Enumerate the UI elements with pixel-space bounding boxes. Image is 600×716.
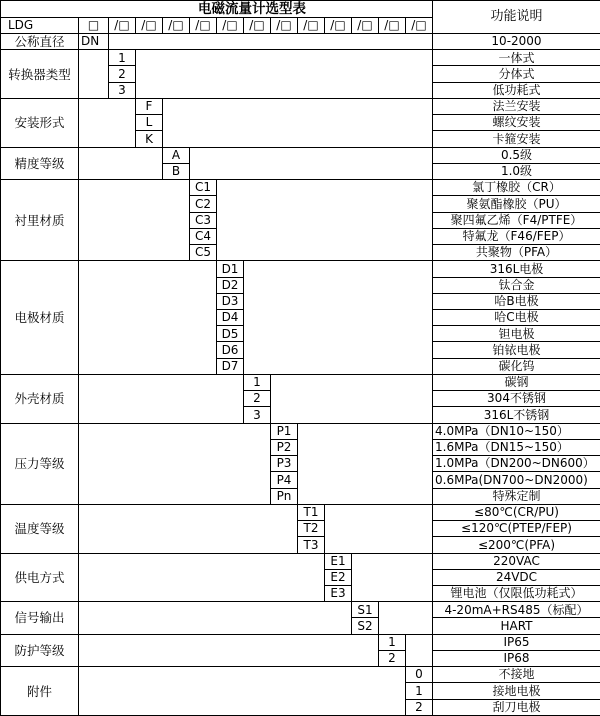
table-row bbox=[1, 423, 600, 439]
grid-spacer bbox=[217, 180, 433, 261]
option-desc: 304不锈钢 bbox=[433, 391, 600, 407]
option-code: S1 bbox=[352, 602, 379, 618]
option-code: F bbox=[136, 98, 163, 114]
category-label: 温度等级 bbox=[1, 504, 79, 553]
category-label: 电极材质 bbox=[1, 261, 79, 375]
table-row bbox=[1, 147, 600, 163]
model-slash-box: /□ bbox=[217, 18, 244, 34]
option-code: B bbox=[163, 163, 190, 179]
grid-spacer bbox=[79, 602, 352, 634]
option-desc: 0.5级 bbox=[433, 147, 600, 163]
table-row bbox=[1, 602, 600, 618]
category-label: 压力等级 bbox=[1, 423, 79, 504]
option-desc: 低功耗式 bbox=[433, 82, 600, 98]
grid-spacer bbox=[79, 374, 244, 423]
option-code: P1 bbox=[271, 423, 298, 439]
option-desc: 1.0级 bbox=[433, 163, 600, 179]
option-code: A bbox=[163, 147, 190, 163]
option-code: S2 bbox=[352, 618, 379, 634]
option-desc: ≤200℃(PFA) bbox=[433, 537, 600, 553]
option-desc: 1.0MPa（DN200~DN600） bbox=[433, 456, 600, 472]
grid-spacer bbox=[79, 147, 163, 179]
grid-spacer bbox=[379, 602, 433, 634]
option-code: T2 bbox=[298, 521, 325, 537]
option-code: 0 bbox=[406, 667, 433, 683]
category-label: 公称直径 bbox=[1, 34, 79, 50]
table-row bbox=[1, 34, 600, 50]
option-desc: 刮刀电极 bbox=[433, 699, 600, 715]
option-desc: HART bbox=[433, 618, 600, 634]
option-code: E2 bbox=[325, 569, 352, 585]
option-desc: 不接地 bbox=[433, 667, 600, 683]
model-slash-box: /□ bbox=[325, 18, 352, 34]
table-row bbox=[1, 261, 600, 277]
table-row bbox=[1, 180, 600, 196]
option-desc: 4.0MPa（DN10~150） bbox=[433, 423, 600, 439]
grid-spacer bbox=[163, 98, 433, 147]
model-slash-box: /□ bbox=[136, 18, 163, 34]
category-label: 防护等级 bbox=[1, 634, 79, 666]
option-desc: IP65 bbox=[433, 634, 600, 650]
option-code: P2 bbox=[271, 439, 298, 455]
model-prefix: LDG bbox=[1, 18, 79, 34]
function-column-header: 功能说明 bbox=[433, 1, 600, 34]
option-desc: ≤80℃(CR/PU) bbox=[433, 504, 600, 520]
option-code: 1 bbox=[406, 683, 433, 699]
option-desc: 铂铱电极 bbox=[433, 342, 600, 358]
model-slash-box: /□ bbox=[271, 18, 298, 34]
grid-spacer bbox=[271, 374, 433, 423]
table-row bbox=[1, 553, 600, 569]
option-desc: 220VAC bbox=[433, 553, 600, 569]
option-code: Pn bbox=[271, 488, 298, 504]
option-code: P3 bbox=[271, 456, 298, 472]
option-desc: 碳钢 bbox=[433, 374, 600, 390]
option-desc: 锂电池（仅限低功耗式） bbox=[433, 585, 600, 601]
option-code: T3 bbox=[298, 537, 325, 553]
option-desc: 一体式 bbox=[433, 50, 600, 66]
option-code: D6 bbox=[217, 342, 244, 358]
model-slash-box: /□ bbox=[379, 18, 406, 34]
option-desc: 卡箍安装 bbox=[433, 131, 600, 147]
table-row bbox=[1, 667, 600, 683]
option-code: D7 bbox=[217, 358, 244, 374]
option-code: L bbox=[136, 115, 163, 131]
option-desc: IP68 bbox=[433, 650, 600, 666]
category-label: 精度等级 bbox=[1, 147, 79, 179]
option-desc: 螺纹安装 bbox=[433, 115, 600, 131]
option-desc: 316L电极 bbox=[433, 261, 600, 277]
model-slash-box: /□ bbox=[190, 18, 217, 34]
grid-spacer bbox=[244, 261, 433, 375]
model-slash-box: /□ bbox=[244, 18, 271, 34]
option-code: 2 bbox=[244, 391, 271, 407]
option-desc: 分体式 bbox=[433, 66, 600, 82]
option-code: D2 bbox=[217, 277, 244, 293]
option-code: K bbox=[136, 131, 163, 147]
model-slash-box: /□ bbox=[163, 18, 190, 34]
option-code: 1 bbox=[109, 50, 136, 66]
option-code: DN bbox=[79, 34, 109, 50]
option-desc: 钽电极 bbox=[433, 326, 600, 342]
option-desc: 法兰安装 bbox=[433, 98, 600, 114]
option-code: 2 bbox=[379, 650, 406, 666]
option-desc: 聚四氟乙烯（F4/PTFE） bbox=[433, 212, 600, 228]
category-label: 供电方式 bbox=[1, 553, 79, 602]
option-desc: 接地电极 bbox=[433, 683, 600, 699]
option-desc: 聚氨酯橡胶（PU） bbox=[433, 196, 600, 212]
category-label: 转换器类型 bbox=[1, 50, 79, 99]
option-desc: 10-2000 bbox=[433, 34, 600, 50]
option-code: D1 bbox=[217, 261, 244, 277]
option-desc: ≤120℃(PTEP/FEP) bbox=[433, 521, 600, 537]
grid-spacer bbox=[325, 504, 433, 553]
model-first-box: □ bbox=[79, 18, 109, 34]
category-label: 附件 bbox=[1, 667, 79, 716]
option-desc: 316L不锈钢 bbox=[433, 407, 600, 423]
option-desc: 氯丁橡胶（CR） bbox=[433, 180, 600, 196]
grid-spacer bbox=[79, 180, 190, 261]
option-desc: 特殊定制 bbox=[433, 488, 600, 504]
grid-spacer bbox=[79, 667, 406, 716]
option-desc: 碳化钨 bbox=[433, 358, 600, 374]
grid-spacer bbox=[79, 504, 298, 553]
option-code: 3 bbox=[109, 82, 136, 98]
model-slash-box: /□ bbox=[352, 18, 379, 34]
grid-spacer bbox=[79, 98, 136, 147]
option-code: 2 bbox=[406, 699, 433, 715]
option-code: C5 bbox=[190, 245, 217, 261]
table-row bbox=[1, 634, 600, 650]
option-desc: 4-20mA+RS485（标配） bbox=[433, 602, 600, 618]
option-code: C2 bbox=[190, 196, 217, 212]
selection-table-body bbox=[1, 34, 600, 716]
grid-spacer bbox=[352, 553, 433, 602]
option-code: E3 bbox=[325, 585, 352, 601]
grid-spacer bbox=[79, 50, 109, 99]
option-code: C1 bbox=[190, 180, 217, 196]
grid-spacer bbox=[298, 423, 433, 504]
option-desc: 特氟龙（F46/FEP） bbox=[433, 228, 600, 244]
option-desc: 1.6MPa（DN15~150） bbox=[433, 439, 600, 455]
option-code: E1 bbox=[325, 553, 352, 569]
option-desc: 24VDC bbox=[433, 569, 600, 585]
option-code: D5 bbox=[217, 326, 244, 342]
option-code: D4 bbox=[217, 309, 244, 325]
grid-spacer bbox=[190, 147, 433, 179]
option-desc: 哈C电极 bbox=[433, 309, 600, 325]
category-label: 安装形式 bbox=[1, 98, 79, 147]
grid-spacer bbox=[406, 634, 433, 666]
option-code: D3 bbox=[217, 293, 244, 309]
option-code: C3 bbox=[190, 212, 217, 228]
option-code: 3 bbox=[244, 407, 271, 423]
grid-spacer bbox=[109, 34, 433, 50]
category-label: 信号输出 bbox=[1, 602, 79, 634]
option-code: 1 bbox=[244, 374, 271, 390]
option-code: 2 bbox=[109, 66, 136, 82]
category-label: 衬里材质 bbox=[1, 180, 79, 261]
option-desc: 共聚物（PFA） bbox=[433, 245, 600, 261]
table-row bbox=[1, 98, 600, 114]
option-desc: 钛合金 bbox=[433, 277, 600, 293]
option-code: T1 bbox=[298, 504, 325, 520]
grid-spacer bbox=[79, 634, 379, 666]
option-code: C4 bbox=[190, 228, 217, 244]
table-row bbox=[1, 50, 600, 66]
page-title: 电磁流量计选型表 bbox=[1, 1, 433, 18]
table-row bbox=[1, 504, 600, 520]
model-slash-box: /□ bbox=[298, 18, 325, 34]
grid-spacer bbox=[136, 50, 433, 99]
grid-spacer bbox=[79, 261, 217, 375]
option-code: P4 bbox=[271, 472, 298, 488]
option-code: 1 bbox=[379, 634, 406, 650]
grid-spacer bbox=[79, 553, 325, 602]
category-label: 外壳材质 bbox=[1, 374, 79, 423]
table-row bbox=[1, 374, 600, 390]
grid-spacer bbox=[79, 423, 271, 504]
option-desc: 0.6MPa(DN700~DN2000) bbox=[433, 472, 600, 488]
model-slash-box: /□ bbox=[109, 18, 136, 34]
option-desc: 哈B电极 bbox=[433, 293, 600, 309]
model-slash-box: /□ bbox=[406, 18, 433, 34]
